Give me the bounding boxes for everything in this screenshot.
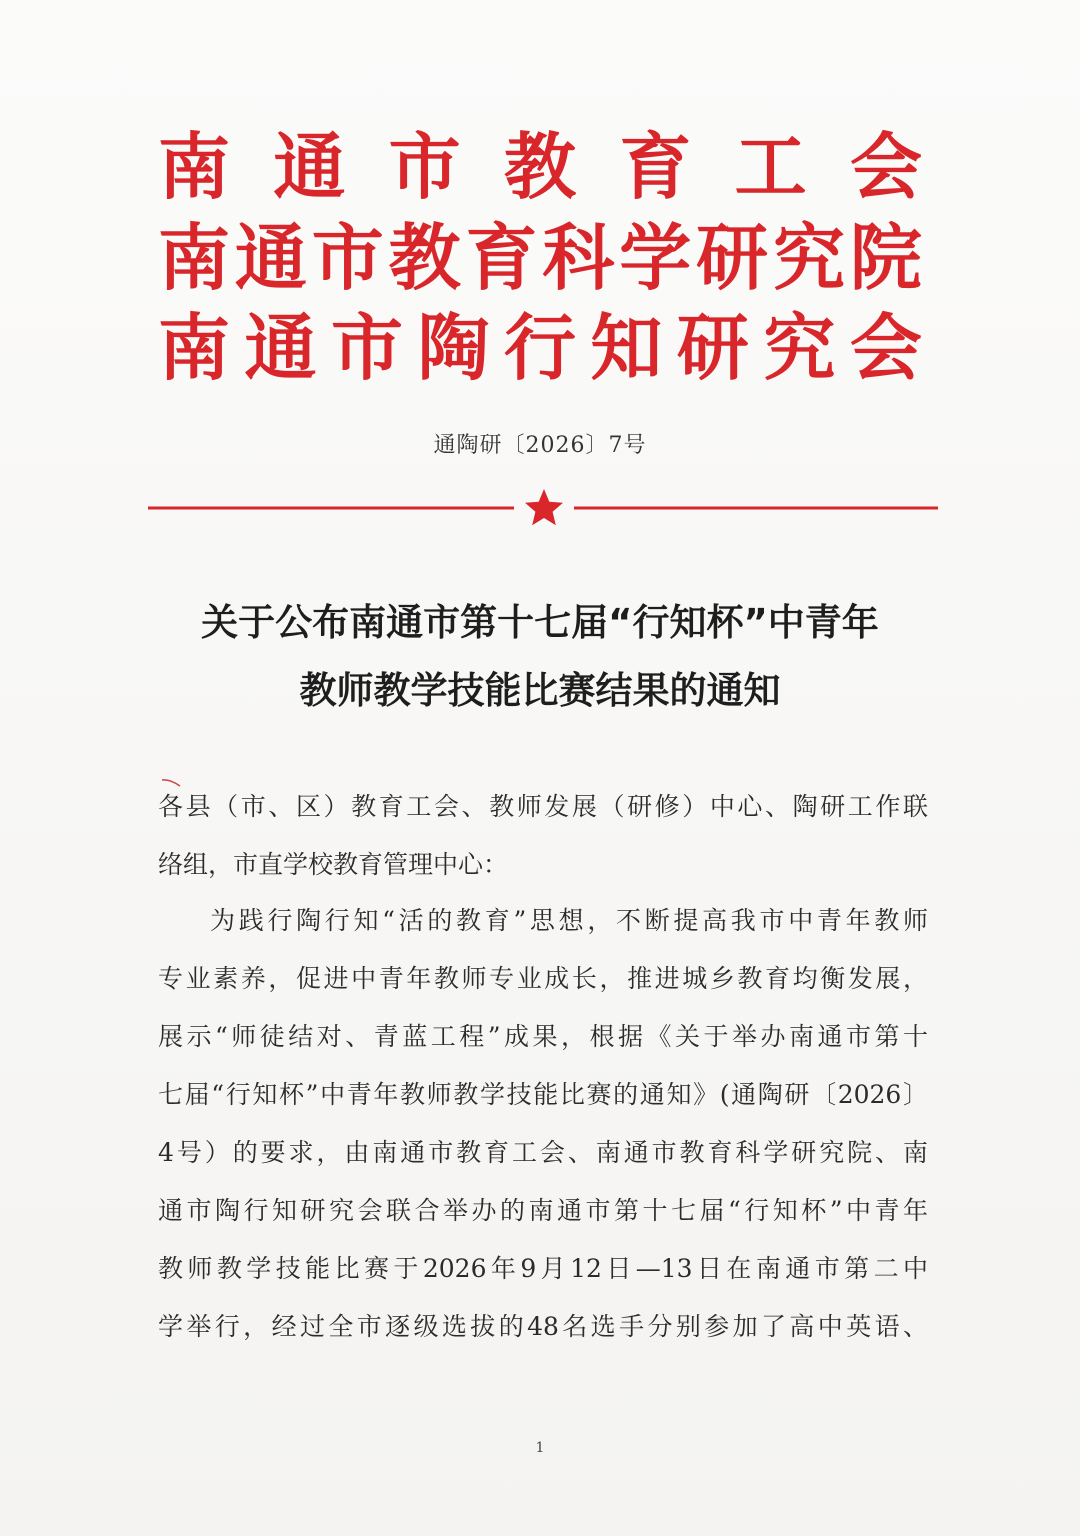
letterhead-char: 究 — [763, 306, 836, 390]
letterhead-char: 市 — [311, 216, 384, 300]
letterhead-char: 行 — [503, 306, 576, 390]
letterhead-char: 通 — [234, 216, 307, 300]
paragraph-line: 为践行陶行知“活的教育”思想，不断提高我市中青年教师 — [210, 906, 928, 935]
letterhead-char: 院 — [849, 216, 922, 300]
letterhead-char: 通 — [273, 125, 346, 209]
letterhead-char: 南 — [158, 306, 231, 390]
paragraph-line: 专业素养，促进中青年教师专业成长，推进城乡教育均衡发展， — [158, 964, 928, 993]
letterhead-char: 科 — [542, 216, 615, 300]
letterhead-char: 通 — [244, 306, 317, 390]
letterhead-line-1 — [158, 121, 922, 213]
letterhead-char: 育 — [619, 125, 692, 209]
letterhead-char: 会 — [849, 306, 922, 390]
letterhead-char: 究 — [773, 216, 846, 300]
letterhead-char: 南 — [158, 216, 231, 300]
red-divider — [148, 486, 938, 530]
letterhead-char: 研 — [696, 216, 769, 300]
document-number: 通陶研〔2026〕7号 — [433, 433, 647, 458]
salutation-line: 各县（市、区）教育工会、教师发展（研修）中心、陶研工作联 — [158, 792, 928, 821]
letterhead-char: 知 — [590, 306, 663, 390]
paragraph-line: 七届“行知杯”中青年教师教学技能比赛的通知》(通陶研〔2026〕 — [158, 1080, 928, 1109]
letterhead-char: 会 — [849, 125, 922, 209]
letterhead-char: 学 — [619, 216, 692, 300]
letterhead-char: 工 — [734, 125, 807, 209]
letterhead-char: 陶 — [417, 306, 490, 390]
paragraph-line: 4号）的要求，由南通市教育工会、南通市教育科学研究院、南 — [158, 1138, 928, 1167]
letterhead-char: 南 — [158, 125, 231, 209]
letterhead-char: 研 — [676, 306, 749, 390]
star-icon — [525, 489, 563, 525]
letterhead-char: 育 — [465, 216, 538, 300]
letterhead-char: 市 — [330, 306, 403, 390]
letterhead-line-2 — [158, 212, 922, 304]
paragraph-line: 通市陶行知研究会联合举办的南通市第十七届“行知杯”中青年 — [158, 1196, 928, 1225]
paragraph-line: 教师教学技能比赛于2026年9月12日—13日在南通市第二中 — [158, 1254, 928, 1283]
notice-title-line-2: 教师教学技能比赛结果的通知 — [299, 669, 781, 712]
salutation-line: 络组，市直学校教育管理中心： — [158, 850, 509, 879]
body-paragraph — [158, 892, 928, 1356]
letterhead-char: 市 — [388, 125, 461, 209]
notice-title-line-1: 关于公布南通市第十七届“行知杯”中青年 — [201, 601, 879, 644]
letterhead-char: 教 — [503, 125, 576, 209]
letterhead-char: 教 — [388, 216, 461, 300]
salutation — [158, 778, 928, 894]
letterhead-line-3 — [158, 302, 922, 394]
paragraph-line: 学举行，经过全市逐级选拔的48名选手分别参加了高中英语、 — [158, 1312, 928, 1341]
page-number: 1 — [535, 1440, 545, 1456]
paragraph-line: 展示“师徒结对、青蓝工程”成果，根据《关于举办南通市第十 — [158, 1022, 928, 1051]
